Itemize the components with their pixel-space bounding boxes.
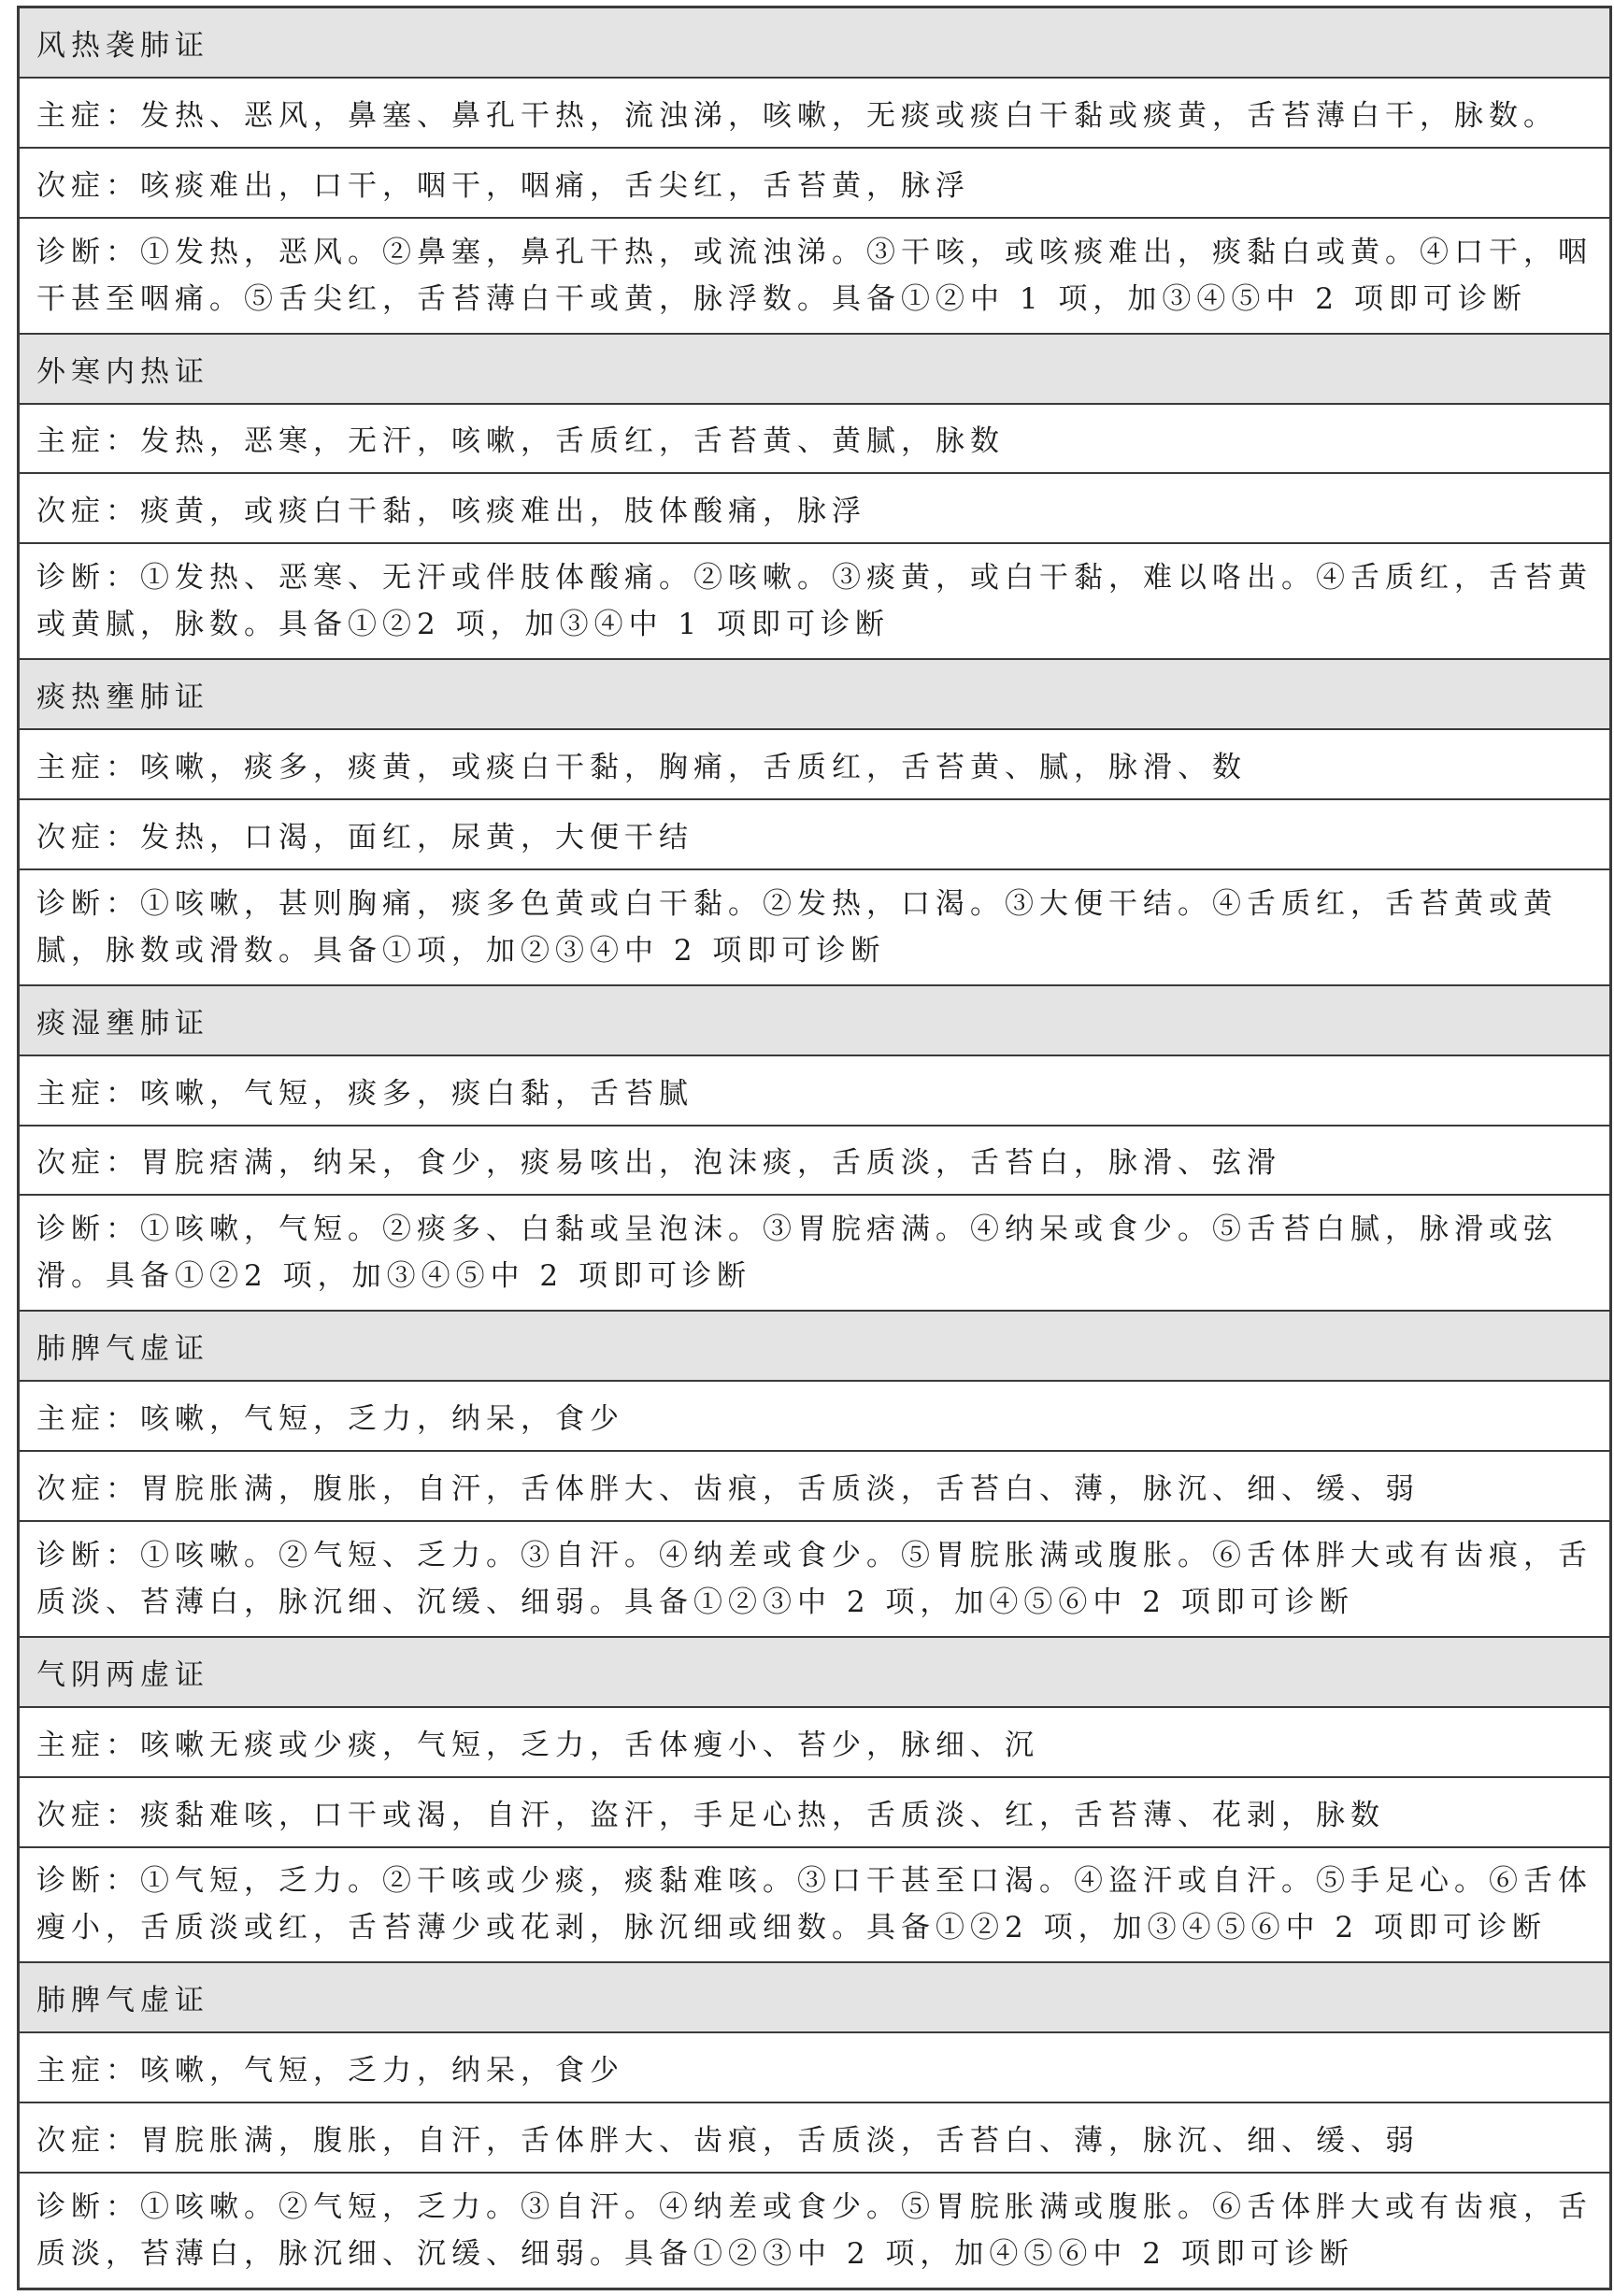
main-symptoms-row	[19, 1055, 1611, 1126]
main-symptoms: 主症：咳嗽无痰或少痰，气短，乏力，舌体瘦小、苔少，脉细、沉	[19, 1707, 1611, 1777]
main-symptoms-row	[19, 1707, 1611, 1777]
main-symptoms: 主症：咳嗽，痰多，痰黄，或痰白干黏，胸痛，舌质红，舌苔黄、腻，脉滑、数	[19, 729, 1611, 799]
main-symptoms-row	[19, 729, 1611, 799]
syndrome-title: 外寒内热证	[19, 334, 1611, 404]
syndrome-title: 风热袭肺证	[19, 7, 1611, 78]
syndrome-title-row	[19, 985, 1611, 1055]
diagnosis-criteria: 诊断：①发热、恶寒、无汗或伴肢体酸痛。②咳嗽。③痰黄，或白干黏，难以咯出。④舌质红，舌苔黄或黄腻，脉数。具备①②2 项，加③④中 1 项即可诊断	[19, 543, 1611, 659]
syndrome-title: 肺脾气虚证	[19, 1311, 1611, 1381]
main-symptoms: 主症：发热，恶寒，无汗，咳嗽，舌质红，舌苔黄、黄腻，脉数	[19, 404, 1611, 474]
diagnosis-criteria: 诊断：①咳嗽，气短。②痰多、白黏或呈泡沫。③胃脘痞满。④纳呆或食少。⑤舌苔白腻，脉滑或弦滑。具备①②2 项，加③④⑤中 2 项即可诊断	[19, 1195, 1611, 1311]
main-symptoms: 主症：咳嗽，气短，痰多，痰白黏，舌苔腻	[19, 1055, 1611, 1126]
diagnosis-criteria: 诊断：①咳嗽，甚则胸痛，痰多色黄或白干黏。②发热，口渴。③大便干结。④舌质红，舌苔黄或黄腻，脉数或滑数。具备①项，加②③④中 2 项即可诊断	[19, 869, 1611, 985]
syndrome-table-body	[19, 7, 1611, 2289]
secondary-symptoms-row	[19, 1451, 1611, 1521]
secondary-symptoms-row	[19, 799, 1611, 869]
secondary-symptoms: 次症：痰黄，或痰白干黏，咳痰难出，肢体酸痛，脉浮	[19, 473, 1611, 543]
diagnosis-criteria: 诊断：①咳嗽。②气短，乏力。③自汗。④纳差或食少。⑤胃脘胀满或腹胀。⑥舌体胖大或有齿痕，舌质淡，苔薄白，脉沉细、沉缓、细弱。具备①②③中 2 项，加④⑤⑥中 2 项即可诊断	[19, 2173, 1611, 2289]
syndrome-title: 痰湿壅肺证	[19, 985, 1611, 1055]
syndrome-title: 痰热壅肺证	[19, 659, 1611, 729]
secondary-symptoms-row	[19, 473, 1611, 543]
syndrome-title-row	[19, 659, 1611, 729]
diagnosis-criteria-row	[19, 543, 1611, 659]
secondary-symptoms-row	[19, 1126, 1611, 1196]
secondary-symptoms: 次症：咳痰难出，口干，咽干，咽痛，舌尖红，舌苔黄，脉浮	[19, 148, 1611, 218]
main-symptoms-row	[19, 78, 1611, 148]
secondary-symptoms-row	[19, 148, 1611, 218]
diagnosis-criteria-row	[19, 218, 1611, 334]
diagnosis-criteria-row	[19, 1195, 1611, 1311]
diagnosis-criteria: 诊断：①气短，乏力。②干咳或少痰，痰黏难咳。③口干甚至口渴。④盗汗或自汗。⑤手足心。⑥舌体瘦小，舌质淡或红，舌苔薄少或花剥，脉沉细或细数。具备①②2 项，加③④⑤⑥中 2 项即可诊断	[19, 1847, 1611, 1963]
secondary-symptoms-row	[19, 2102, 1611, 2173]
syndrome-title-row	[19, 1311, 1611, 1381]
syndrome-title-row	[19, 1637, 1611, 1707]
syndrome-title-row	[19, 334, 1611, 404]
syndrome-title: 肺脾气虚证	[19, 1962, 1611, 2032]
diagnosis-criteria-row	[19, 1521, 1611, 1637]
diagnosis-criteria-row	[19, 1847, 1611, 1963]
main-symptoms-row	[19, 404, 1611, 474]
diagnosis-criteria: 诊断：①咳嗽。②气短、乏力。③自汗。④纳差或食少。⑤胃脘胀满或腹胀。⑥舌体胖大或有齿痕，舌质淡、苔薄白，脉沉细、沉缓、细弱。具备①②③中 2 项，加④⑤⑥中 2 项即可诊断	[19, 1521, 1611, 1637]
secondary-symptoms: 次症：痰黏难咳，口干或渴，自汗，盗汗，手足心热，舌质淡、红，舌苔薄、花剥，脉数	[19, 1777, 1611, 1847]
syndrome-title-row	[19, 7, 1611, 78]
secondary-symptoms: 次症：发热，口渴，面红，尿黄，大便干结	[19, 799, 1611, 869]
main-symptoms-row	[19, 2032, 1611, 2102]
syndrome-table	[17, 6, 1612, 2290]
syndrome-title-row	[19, 1962, 1611, 2032]
secondary-symptoms: 次症：胃脘胀满，腹胀，自汗，舌体胖大、齿痕，舌质淡，舌苔白、薄，脉沉、细、缓、弱	[19, 2102, 1611, 2173]
main-symptoms-row	[19, 1381, 1611, 1451]
syndrome-title: 气阴两虚证	[19, 1637, 1611, 1707]
main-symptoms: 主症：咳嗽，气短，乏力，纳呆，食少	[19, 1381, 1611, 1451]
secondary-symptoms: 次症：胃脘胀满，腹胀，自汗，舌体胖大、齿痕，舌质淡，舌苔白、薄，脉沉、细、缓、弱	[19, 1451, 1611, 1521]
secondary-symptoms-row	[19, 1777, 1611, 1847]
diagnosis-criteria-row	[19, 2173, 1611, 2289]
main-symptoms: 主症：发热、恶风，鼻塞、鼻孔干热，流浊涕，咳嗽，无痰或痰白干黏或痰黄，舌苔薄白干，脉数。	[19, 78, 1611, 148]
secondary-symptoms: 次症：胃脘痞满，纳呆，食少，痰易咳出，泡沫痰，舌质淡，舌苔白，脉滑、弦滑	[19, 1126, 1611, 1196]
main-symptoms: 主症：咳嗽，气短，乏力，纳呆，食少	[19, 2032, 1611, 2102]
diagnosis-criteria: 诊断：①发热，恶风。②鼻塞，鼻孔干热，或流浊涕。③干咳，或咳痰难出，痰黏白或黄。④口干，咽干甚至咽痛。⑤舌尖红，舌苔薄白干或黄，脉浮数。具备①②中 1 项，加③④⑤中 2 项即可诊断	[19, 218, 1611, 334]
diagnosis-criteria-row	[19, 869, 1611, 985]
